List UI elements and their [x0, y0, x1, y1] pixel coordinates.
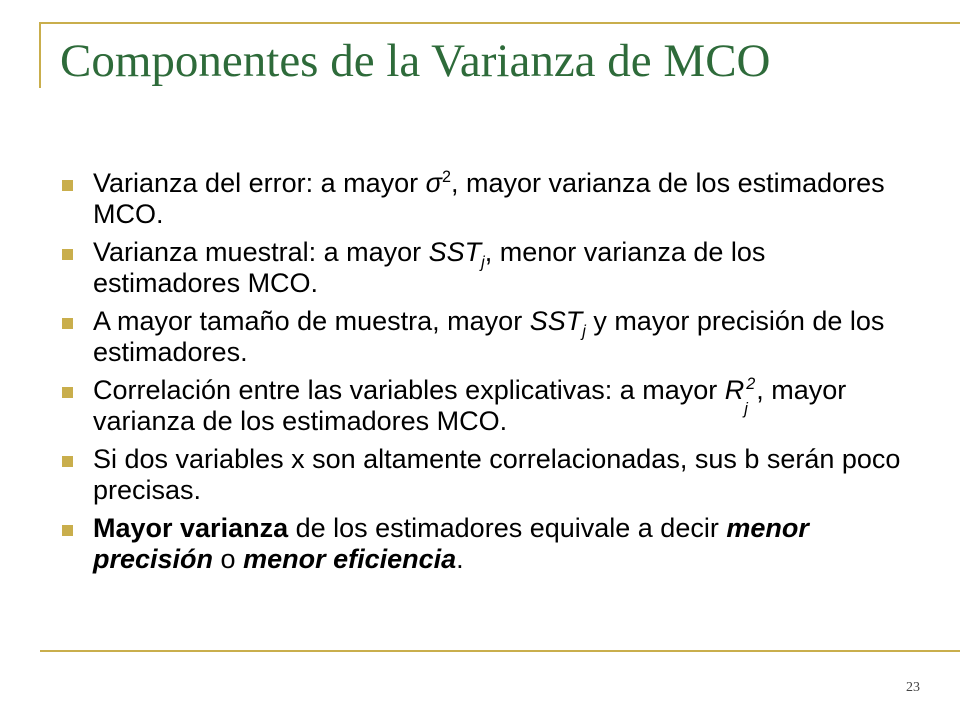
bullet-text: y mayor precisión de los estimadores.	[93, 306, 885, 367]
square-bullet-icon	[62, 180, 73, 191]
bullet-item: Correlación entre las variables explicativas: a mayor R 2 j , mayor varianza de los estimadores MCO.	[62, 375, 902, 437]
superscript: 2	[441, 168, 451, 186]
sst-symbol: SST	[428, 237, 482, 267]
emphasis-phrase: menor eficiencia	[243, 544, 457, 574]
square-bullet-icon	[62, 456, 73, 467]
r-symbol: R	[724, 375, 745, 405]
square-bullet-icon	[62, 525, 73, 536]
sst-symbol: SST	[529, 306, 583, 336]
square-bullet-icon	[62, 387, 73, 398]
emphasis-phrase: menor precisión	[93, 513, 809, 574]
page-number: 23	[906, 680, 920, 695]
bullet-text: Si dos variables x son altamente correlacionadas, sus b serán poco precisas.	[93, 444, 901, 505]
bullet-item	[62, 306, 902, 368]
bullet-item	[62, 513, 902, 575]
left-rule	[39, 22, 41, 88]
bullet-text: A mayor tamaño de muestra, mayor	[93, 306, 530, 336]
bullet-text: o	[213, 544, 244, 574]
top-rule	[40, 22, 960, 24]
bullet-list	[62, 168, 902, 582]
bullet-text: de los estimadores equivale a decir	[288, 513, 727, 543]
bullet-text: , mayor varianza de los estimadores MCO.	[93, 168, 885, 229]
bullet-text: , mayor varianza de los estimadores MCO.	[93, 375, 847, 436]
subscript: j	[481, 253, 485, 272]
bullet-item	[62, 237, 902, 299]
bottom-rule	[40, 650, 960, 652]
sigma-symbol: σ	[425, 168, 442, 198]
slide-title: Componentes de la Varianza de MCO	[60, 35, 771, 87]
subscript: j	[582, 322, 586, 341]
bullet-item	[62, 168, 902, 230]
square-bullet-icon	[62, 249, 73, 260]
bullet-text: Varianza muestral: a mayor	[93, 237, 429, 267]
bullet-text: Correlación entre las variables explicativas: a mayor	[93, 375, 725, 405]
bullet-text: , menor varianza de los estimadores MCO.	[93, 237, 766, 298]
square-bullet-icon	[62, 318, 73, 329]
bullet-item	[62, 444, 902, 506]
bold-phrase: Mayor varianza	[93, 513, 289, 543]
bullet-text: Varianza del error: a mayor	[93, 168, 426, 198]
bullet-text: .	[456, 544, 464, 574]
